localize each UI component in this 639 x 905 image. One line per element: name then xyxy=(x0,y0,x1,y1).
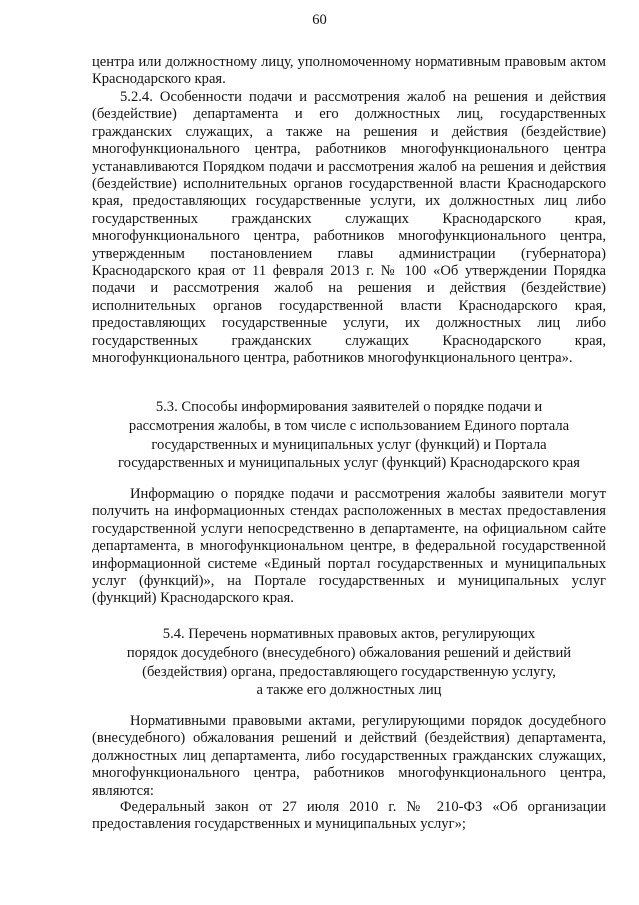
paragraph-5-2-4 xyxy=(92,89,606,368)
paragraph-text: центра или должностному лицу, уполномоченному нормативным правовым актом Краснодарского края. xyxy=(92,54,606,88)
heading-line: порядок досудебного (внесудебного) обжалования решений и действий xyxy=(126,644,572,661)
paragraph-text: 5.2.4. Особенности подачи и рассмотрения жалоб на решения и действия (бездействие) департамента и его должностных лиц, государственных гражданских служащих, а также на решения и действия (бездействие) многофункционального центра, работников многофункционального центра устанавливаются Порядком подачи и рассмотрения жалоб на решения и действия (бездействие) исполнительных органов государственной власти Краснодарского края, предоставляющих государственные услуги, их должностных лиц либо государственных гражданских служащих Краснодарского края, многофункционального центра, работников многофункционального центра, утвержденным постановлением главы администрации (губернатора) Краснодарского края от 11 февраля 2013 г. № 100 «Об утверждении Порядка подачи и рассмотрения жалоб на решения и действия (бездействие) исполнительных органов государственной власти Краснодарского края, предоставляющих государственные услуги, их должностных лиц либо государственных гражданских служащих Краснодарского края, многофункционального центра, работников многофункционального центра». xyxy=(92,89,606,367)
paragraph-text: Федеральный закон от 27 июля 2010 г. № 210-ФЗ «Об организации предоставления государственных и муниципальных услуг»; xyxy=(92,799,606,833)
heading-line: государственных и муниципальных услуг (функций) и Портала xyxy=(151,436,547,453)
heading-line: а также его должностных лиц xyxy=(256,682,442,699)
heading-line: 5.4. Перечень нормативных правовых актов, регулирующих xyxy=(162,626,536,642)
heading-5-3 xyxy=(92,398,606,473)
paragraph-5-4 xyxy=(92,713,606,800)
heading-line: государственных и муниципальных услуг (функций) Краснодарского края xyxy=(117,455,580,472)
heading-5-4 xyxy=(92,625,606,700)
paragraph-5-3 xyxy=(92,486,606,608)
heading-line: рассмотрения жалобы, в том числе с использованием Единого портала xyxy=(128,417,570,434)
paragraph-text: Нормативными правовыми актами, регулирующими порядок досудебного (внесудебного) обжалования решений и действий (бездействия) департамента, должностных лиц департамента, либо государственных гражданских служащих, многофункционального центра, работников многофункционального центра, являются: xyxy=(92,713,606,799)
paragraph-continuation xyxy=(92,54,606,89)
heading-line: (бездействия) органа, предоставляющего государственную услугу, xyxy=(142,663,556,680)
page-number: 60 xyxy=(312,12,327,28)
heading-line: 5.3. Способы информирования заявителей о порядке подачи и xyxy=(155,399,543,415)
paragraph-law xyxy=(92,799,606,834)
paragraph-text: Информацию о порядке подачи и рассмотрения жалобы заявители могут получить на информационных стендах расположенных в местах предоставления государственной услуги непосредственно в департаменте, на официальном сайте департамента, в многофункциональном центре, в федеральной государственной информационной системе «Единый портал государственных и муниципальных услуг (функций)», на Портале государственных и муниципальных услуг (функций) Краснодарского края. xyxy=(92,486,606,607)
